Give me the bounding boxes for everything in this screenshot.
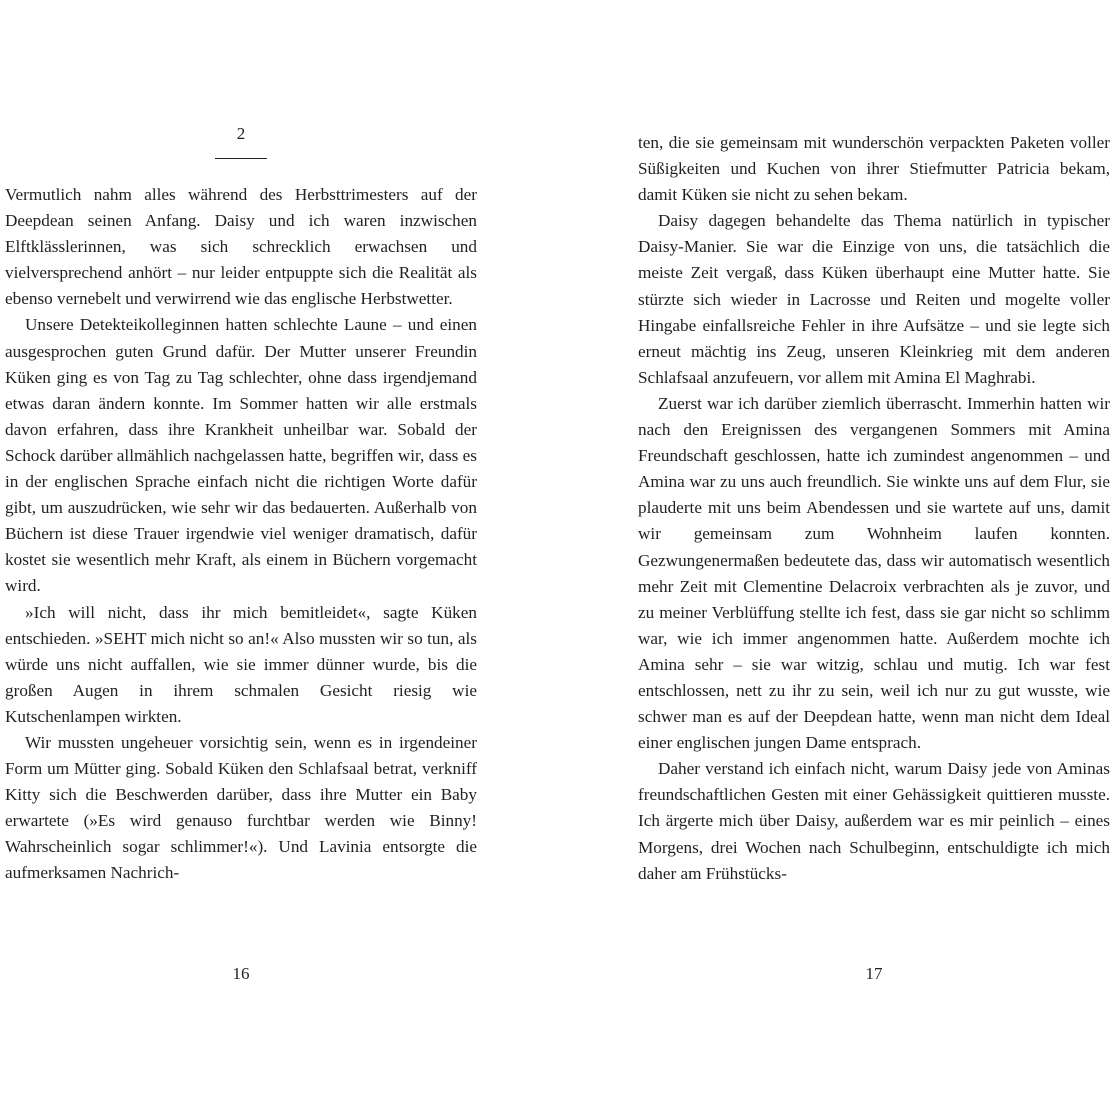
right-page	[638, 0, 1110, 1114]
left-page-body	[5, 182, 477, 887]
paragraph: Wir mussten ungeheuer vorsichtig sein, wenn es in irgendeiner Form um Mütter ging. Sobald Küken den Schlafsaal betrat, verkniff Kitty sich die Beschwerden darüber, dass ihre Mutter ein Baby erwartete (»Es wird genauso furchtbar werden wie Binny! Wahrscheinlich sogar schlimmer!«). Und Lavinia entsorgte die aufmerksamen Nachrich-	[5, 732, 477, 883]
page-number-right: 17	[865, 964, 883, 983]
chapter-divider	[215, 158, 267, 159]
chapter-number: 2	[236, 124, 246, 143]
paragraph: Vermutlich nahm alles während des Herbsttrimesters auf der Deepdean seinen Anfang. Daisy und ich waren inzwischen Elftklässlerinnen, was sich schrecklich erwachsen und vielversprechend anhört – nur leider entpuppte sich die Realität als ebenso vernebelt und verwirrend wie das englische Herbstwetter.	[5, 185, 477, 309]
right-page-body	[638, 130, 1110, 887]
page-number-left: 16	[232, 964, 250, 983]
paragraph: »Ich will nicht, dass ihr mich bemitleidet«, sagte Küken entschieden. »SEHT mich nicht so an!« Also mussten wir so tun, als würde uns nicht auffallen, wie sie immer dünner wurde, bis die großen Augen in ihrem schmalen Gesicht riesig wie Kutschenlampen wirkten.	[5, 602, 477, 726]
paragraph: ten, die sie gemeinsam mit wunderschön verpackten Paketen voller Süßigkeiten und Kuchen von ihrer Stiefmutter Patricia bekam, damit Küken sie nicht zu sehen bekam.	[638, 133, 1110, 205]
paragraph: Zuerst war ich darüber ziemlich überrascht. Immerhin hatten wir nach den Ereignissen des vergangenen Sommers mit Amina Freundschaft geschlossen, hatte ich zumindest angenommen – und Amina war zu uns auch freundlich. Sie winkte uns auf dem Flur, sie plauderte mit uns beim Abendessen und sie wartete auf uns, damit wir gemeinsam zum Wohnheim laufen konnten. Gezwungenermaßen bedeutete das, dass wir automatisch wesentlich mehr Zeit mit Clementine Delacroix verbrachten als je zuvor, und zu meiner Verblüffung stellte ich fest, dass sie gar nicht so schlimm war, wie ich immer angenommen hatte. Außerdem mochte ich Amina sehr – sie war witzig, schlau und mutig. Ich war fest entschlossen, nett zu ihr zu sein, weil ich nur zu gut wusste, wie schwer man es auf der Deepdean hatte, wenn man nicht dem Ideal einer englischen jungen Dame entsprach.	[638, 393, 1110, 753]
paragraph: Daisy dagegen behandelte das Thema natürlich in typischer Daisy-Manier. Sie war die Einzige von uns, die tatsächlich die meiste Zeit vergaß, dass Küken überhaupt eine Mutter hatte. Sie stürzte sich wieder in Lacrosse und Reiten und mogelte voller Hingabe einfallsreiche Fehler in ihre Aufsätze – und sie legte sich erneut mächtig ins Zeug, unseren Kleinkrieg mit dem anderen Schlafsaal anzufeuern, vor allem mit Amina El Maghrabi.	[638, 211, 1110, 387]
left-page	[5, 0, 477, 1114]
paragraph: Daher verstand ich einfach nicht, warum Daisy jede von Aminas freundschaftlichen Gesten mit einer Gehässigkeit quittieren musste. Ich ärgerte mich über Daisy, außerdem war es mir peinlich – eines Morgens, drei Wochen nach Schulbeginn, entschuldigte ich mich daher am Frühstücks-	[638, 759, 1110, 883]
paragraph: Unsere Detekteikolleginnen hatten schlechte Laune – und einen ausgesprochen guten Grund dafür. Der Mutter unserer Freundin Küken ging es von Tag zu Tag schlechter, ohne dass irgendjemand etwas daran ändern konnte. Im Sommer hatten wir alle erstmals davon erfahren, dass ihre Krankheit unheilbar war. Sobald der Schock darüber allmählich nachgelassen hatte, begriffen wir, dass es in der englischen Sprache einfach nicht die richtigen Worte dafür gibt, um auszudrücken, wie sehr wir das bedauerten. Außerhalb von Büchern ist diese Trauer irgendwie viel weniger dramatisch, dafür kostet sie wesentlich mehr Kraft, als einem in Büchern vorgemacht wird.	[5, 315, 477, 596]
